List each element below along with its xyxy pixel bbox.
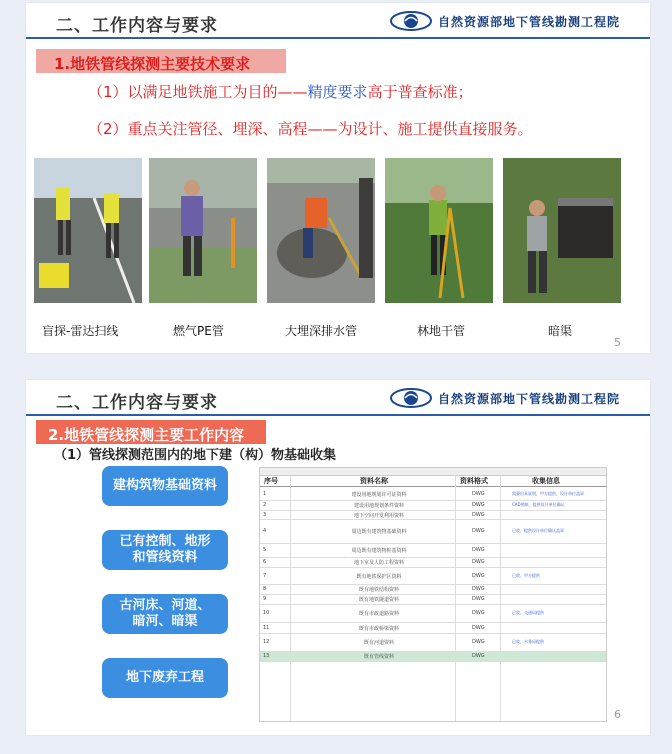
row-format: DWG <box>472 547 485 553</box>
slide-title: 二、工作内容与要求 <box>56 393 218 413</box>
row-number: 3 <box>263 511 267 518</box>
category-abandoned-works: 地下废弃工程 <box>102 658 228 698</box>
requirement-1-highlight: 精度要求 <box>307 83 368 101</box>
row-info: CAD图纸，提供设计单位确认 <box>512 502 565 507</box>
data-collection-table <box>259 467 607 722</box>
header-rule <box>26 37 650 39</box>
row-name: 既有市政桥梁资料 <box>358 625 399 632</box>
row-format: DWG <box>472 528 485 534</box>
row-info: 需要出具说明，甲方提供，设计单位盖章 <box>512 490 584 496</box>
table-row <box>260 519 606 544</box>
row-name: 建设用地规划许可证资料 <box>351 491 407 498</box>
row-number: 5 <box>263 547 267 553</box>
header-info: 收集信息 <box>532 477 560 485</box>
row-name: 地下空间开发利用资料 <box>353 512 404 519</box>
slide-header <box>26 3 650 41</box>
row-number: 8 <box>263 586 267 592</box>
row-name: 既有地铁隧道资料 <box>358 597 399 603</box>
table-row <box>260 543 606 558</box>
row-name: 既有地铁结构资料 <box>358 587 399 593</box>
section-title: 1.地铁管线探测主要技术要求 <box>54 55 251 73</box>
section-title: 2.地铁管线探测主要工作内容 <box>48 426 245 444</box>
section-banner <box>36 49 286 73</box>
photo-caption-1: 盲探-雷达扫线 <box>42 324 119 338</box>
slide-header <box>26 380 650 418</box>
page-number: 5 <box>614 336 621 349</box>
row-info: 已收，水务局提供 <box>512 639 544 644</box>
row-number: 7 <box>263 572 267 579</box>
row-format: DWG <box>472 559 485 565</box>
org-logo <box>390 10 620 32</box>
row-number: 11 <box>263 624 270 631</box>
requirement-1 <box>88 81 473 102</box>
row-format: DWG <box>472 502 485 508</box>
row-number: 9 <box>263 596 267 602</box>
photo-radar-scan <box>34 158 142 303</box>
table-row <box>260 487 606 501</box>
org-name: 自然资源部地下管线勘测工程院 <box>437 391 620 406</box>
row-format: DWG <box>472 572 485 579</box>
row-name: 周边既有建筑物桩基资料 <box>351 548 407 554</box>
requirement-1-text: （1）以满足地铁施工为目的—— <box>88 83 308 101</box>
row-info: 已收，提供设计单位确认盖章 <box>512 528 564 533</box>
slide-title: 二、工作内容与要求 <box>56 16 218 36</box>
table-row <box>260 604 606 623</box>
row-format: DWG <box>472 596 485 602</box>
table-row <box>260 567 606 585</box>
row-info: 已收，交通局提供 <box>512 610 544 615</box>
row-format: DWG <box>472 610 485 616</box>
table-row <box>260 651 606 662</box>
eye-logo-icon <box>390 10 432 32</box>
row-name: 既有河道资料 <box>363 640 394 646</box>
row-name: 周边既有建筑物基础资料 <box>351 529 407 535</box>
row-format: DWG <box>472 639 485 645</box>
row-name: 既有地铁保护区资料 <box>356 573 402 580</box>
row-name: 建设用地规划条件资料 <box>353 503 404 509</box>
category-ancient-river: 古河床、河道、 暗河、暗渠 <box>102 594 228 634</box>
header-format: 资料格式 <box>460 477 488 485</box>
table-row <box>260 633 606 652</box>
photo-culvert <box>503 158 621 303</box>
requirement-1-tail: 高于普查标准； <box>367 83 473 101</box>
photo-caption-5: 暗渠 <box>548 324 573 338</box>
sub-heading: （1）管线探测范围内的地下建（构）物基础收集 <box>54 448 337 463</box>
photo-forest-main-pipe <box>385 158 493 303</box>
org-logo <box>390 387 620 409</box>
photo-gas-pe-pipe <box>149 158 257 303</box>
row-number: 13 <box>263 653 270 659</box>
section-banner <box>36 420 266 444</box>
table-header <box>260 475 606 487</box>
row-format: DWG <box>472 586 485 592</box>
org-name: 自然资源部地下管线勘测工程院 <box>437 14 620 29</box>
header-rule <box>26 414 650 416</box>
row-format: DWG <box>472 511 485 518</box>
category-building-foundation: 建构筑物基础资料 <box>102 466 228 506</box>
photo-deep-drain-pipe <box>267 158 375 303</box>
row-format: DWG <box>472 624 485 631</box>
row-info: 已收，甲方提供 <box>512 572 540 578</box>
eye-logo-icon <box>390 387 432 409</box>
row-name: 既有管线资料 <box>363 654 394 660</box>
slide-2 <box>26 380 650 735</box>
photo-caption-2: 燃气PE管 <box>173 324 224 338</box>
row-number: 12 <box>263 639 270 645</box>
row-number: 4 <box>263 528 267 534</box>
row-format: DWG <box>472 653 485 659</box>
photo-caption-3: 大埋深排水管 <box>285 324 358 338</box>
row-name: 地下室及人防工程资料 <box>353 560 404 566</box>
requirement-2: （2）重点关注管径、埋深、高程——为设计、施工提供直接服务。 <box>88 120 533 138</box>
row-number: 1 <box>263 490 267 497</box>
slide-1 <box>26 3 650 353</box>
row-number: 2 <box>263 502 267 508</box>
row-number: 6 <box>263 559 267 565</box>
header-name: 资料名称 <box>360 477 388 485</box>
row-name: 既有市政道路资料 <box>358 611 399 617</box>
page-number: 6 <box>614 708 621 721</box>
header-no: 序号 <box>264 477 278 485</box>
category-existing-control: 已有控制、地形 和管线资料 <box>102 530 228 570</box>
row-format: DWG <box>472 490 485 497</box>
row-number: 10 <box>263 610 270 616</box>
photo-caption-4: 林地干管 <box>417 324 466 338</box>
